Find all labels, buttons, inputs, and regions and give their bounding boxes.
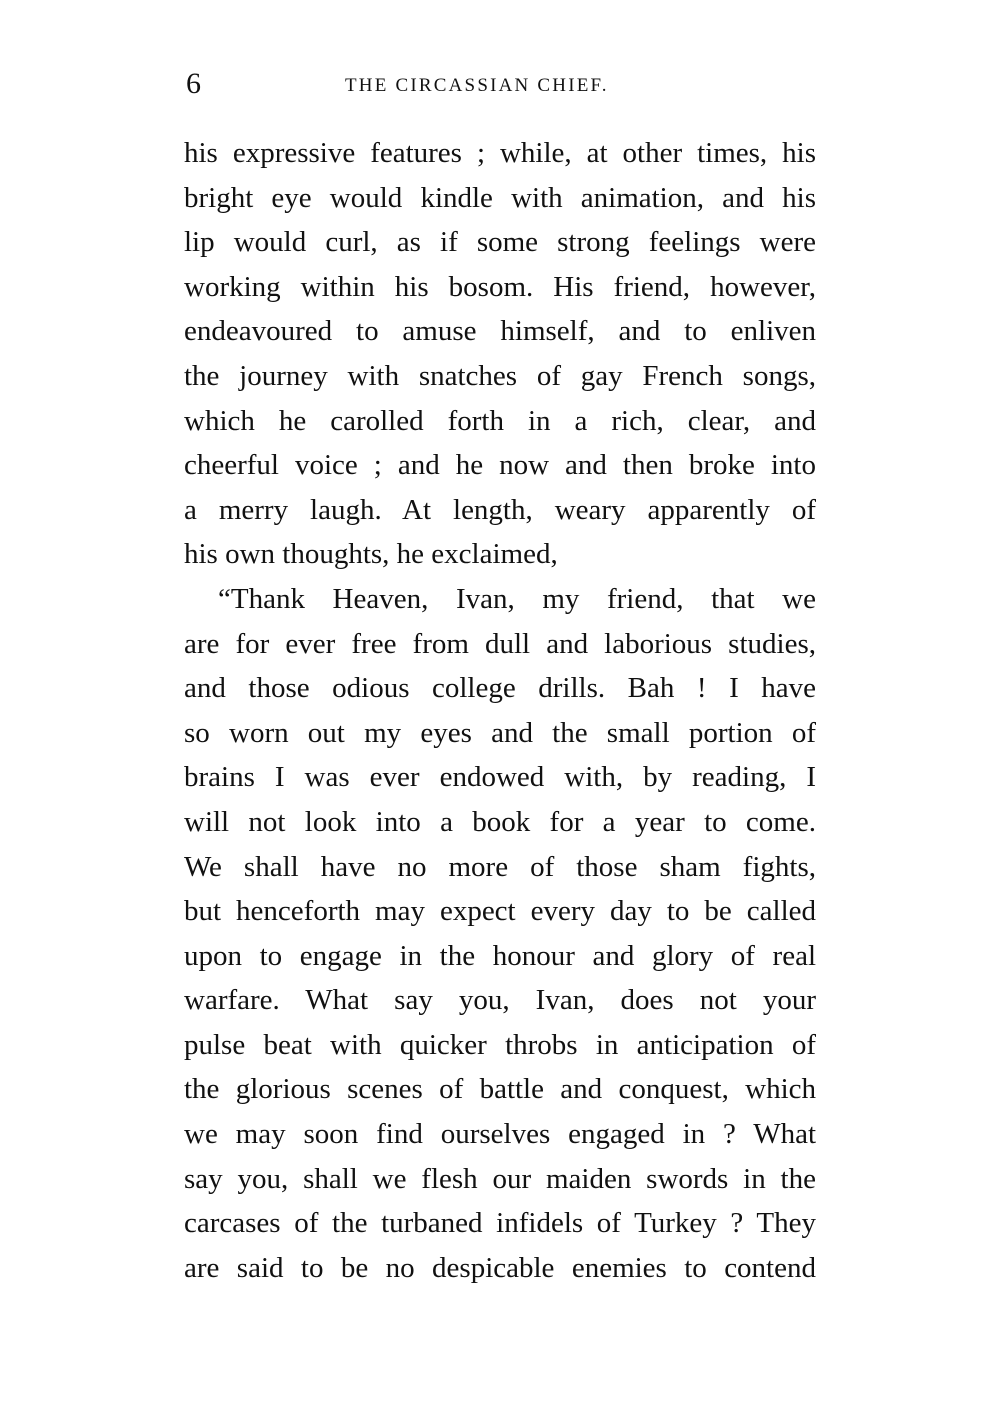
text-line-paragraph-end: his own thoughts, he exclaimed, <box>184 538 558 571</box>
page-number: 6 <box>186 67 201 100</box>
text-line: will not look into a book for a year to come. <box>184 805 816 838</box>
text-line: cheerful voice ; and he now and then broke into <box>184 449 816 482</box>
running-title: THE CIRCASSIAN CHIEF. <box>345 75 609 96</box>
text-line: are for ever free from dull and laborious studies, <box>184 627 816 660</box>
text-line: say you, shall we flesh our maiden swords in the <box>184 1162 816 1195</box>
text-line: so worn out my eyes and the small portion of <box>184 716 816 749</box>
text-line: carcases of the turbaned infidels of Turkey ? They <box>184 1207 816 1240</box>
text-line: we may soon find ourselves engaged in ? What <box>184 1118 816 1151</box>
text-line: bright eye would kindle with animation, and his <box>184 181 816 214</box>
text-line: endeavoured to amuse himself, and to enliven <box>184 315 816 348</box>
text-line: are said to be no despicable enemies to contend <box>184 1251 816 1284</box>
body-text <box>184 131 816 1290</box>
text-line: his expressive features ; while, at other times, his <box>184 137 816 169</box>
text-line: lip would curl, as if some strong feelings were <box>184 226 816 259</box>
text-line: warfare. What say you, Ivan, does not your <box>184 984 816 1017</box>
text-line-paragraph-start: “Thank Heaven, Ivan, my friend, that we <box>218 582 816 615</box>
text-line: upon to engage in the honour and glory of real <box>184 939 816 972</box>
text-line: a merry laugh. At length, weary apparently of <box>184 493 816 526</box>
text-line: and those odious college drills. Bah ! I have <box>184 672 816 705</box>
text-line: working within his bosom. His friend, however, <box>184 270 816 303</box>
text-line: brains I was ever endowed with, by reading, I <box>184 761 816 794</box>
text-line: which he carolled forth in a rich, clear, and <box>184 404 816 437</box>
text-line: We shall have no more of those sham fights, <box>184 850 816 883</box>
text-line: pulse beat with quicker throbs in anticipation of <box>184 1028 816 1061</box>
text-line: but henceforth may expect every day to be called <box>184 895 816 928</box>
text-line: the journey with snatches of gay French songs, <box>184 359 816 392</box>
text-line: the glorious scenes of battle and conquest, which <box>184 1073 816 1106</box>
